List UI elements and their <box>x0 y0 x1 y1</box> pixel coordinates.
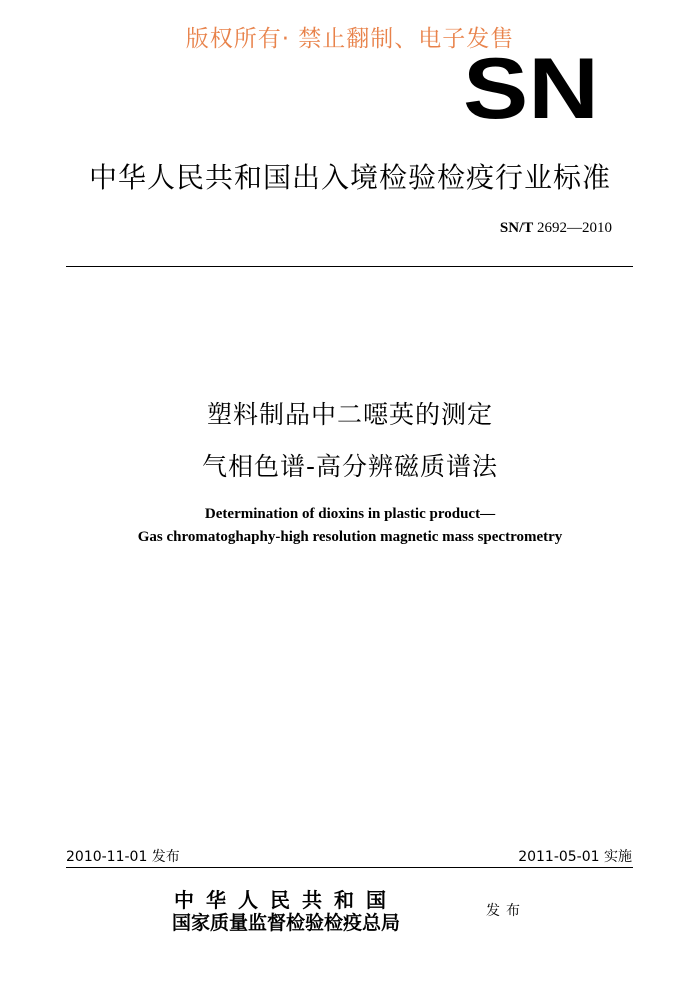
organization-title: 中华人民共和国出入境检验检疫行业标准 <box>88 161 611 194</box>
sn-logo-text: SN <box>463 54 599 124</box>
sn-logo <box>462 54 600 124</box>
title-en-line2: Gas chromatoghaphy-high resolution magnetic mass spectrometry <box>137 529 563 545</box>
watermark-text: 版权所有· 禁止翻制、电子发售 <box>185 26 515 52</box>
title-cn-line2: 气相色谱-高分辨磁质谱法 <box>201 452 499 481</box>
standard-code: SN/T <box>499 220 534 236</box>
standard-number-value: 2692—2010 <box>537 220 612 236</box>
publish-label: 发布 <box>486 903 526 919</box>
issuer-line2: 国家质量监督检验检疫总局 <box>172 912 401 934</box>
implementation-date: 2011-05-01 实施 <box>518 849 632 865</box>
issue-date: 2010-11-01 发布 <box>66 849 180 865</box>
top-divider <box>66 266 633 267</box>
issuer-line1: 中华人民共和国 <box>174 888 398 912</box>
title-cn-line1: 塑料制品中二噁英的测定 <box>206 400 493 429</box>
standard-number <box>500 220 612 237</box>
title-en-line1: Determination of dioxins in plastic product— <box>204 506 496 522</box>
bottom-divider <box>66 867 633 868</box>
